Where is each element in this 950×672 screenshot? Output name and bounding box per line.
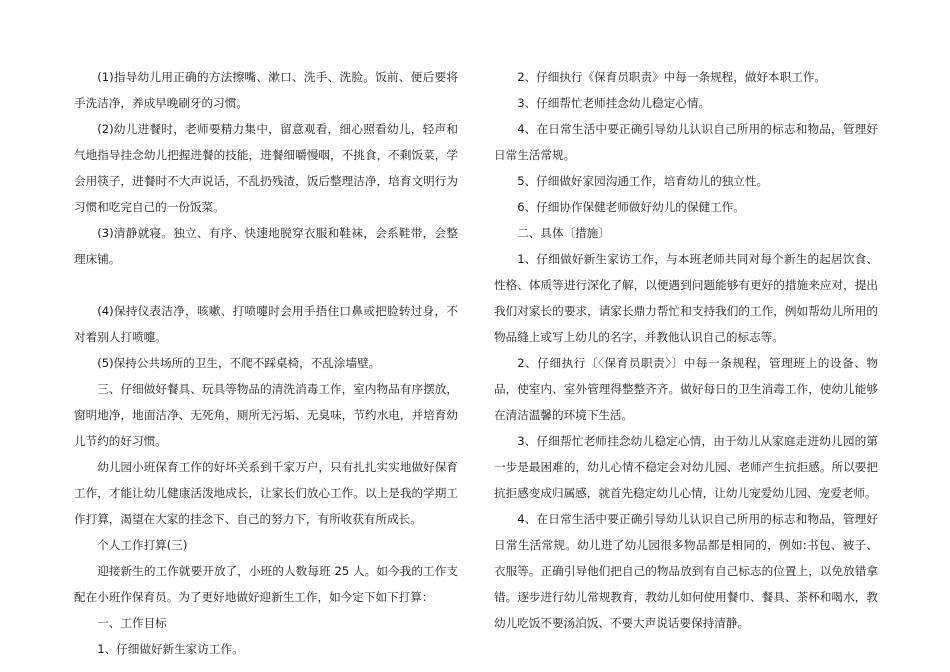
paragraph: 5、仔细做好家园沟通工作，培育幼儿的独立性。 (517, 174, 769, 188)
paragraph: 1、仔细做好新生家访工作，与本班老师共同对每个新生的起居饮食、性格、体质等进行深化了解，以便遇到问题能够有更好的措施来应对，提出我们对家长的要求，请家长鼎力帮忙和支持我们的工作，例如帮幼儿所用的物品缝上或写上幼儿的名字，并教他认识自己的标志等。 (494, 252, 878, 344)
section-heading: 一、工作目标 (97, 616, 167, 630)
paragraph: (2)幼儿进餐时，老师要精力集中，留意观看，细心照看幼儿，轻声和气地指导挂念幼儿把握进餐的技能，进餐细嚼慢咽，不挑食，不剩饭菜，学会用筷子，进餐时不大声说话，不乱扔残渣，饭后整理洁净，培育文明行为习惯和吃完自己的一份饭菜。 (74, 122, 458, 214)
paragraph: 三、仔细做好餐具、玩具等物品的清洗消毒工作，室内物品有序摆放，窗明地净，地面洁净、无死角，厕所无污垢、无臭味，节约水电，并培育幼儿节约的好习惯。 (74, 382, 458, 448)
paragraph: 4、在日常生活中要正确引导幼儿认识自己所用的标志和物品，管理好日常生活常规。幼儿进了幼儿园很多物品都是相同的，例如:书包、被子、衣服等。正确引导他们把自己的物品放到有自己标志的位置上，以免放错拿错。逐步进行幼儿常规教育，教幼儿如何使用餐巾、餐具、茶杯和喝水，教幼儿吃饭不要汤泊饭、不要大声说话要保持清静。 (494, 512, 878, 630)
paragraph: 2、仔细执行〔〈保育员职责〉〕中每一条规程，管理班上的设备、物品，使室内、室外管理得整整齐齐。做好每日的卫生消毒工作，使幼儿能够在清洁温馨的环境下生活。 (494, 356, 878, 422)
right-column (494, 64, 878, 636)
paragraph: 1、仔细做好新生家访工作。 (97, 642, 244, 656)
paragraph: 3、仔细帮忙老师挂念幼儿稳定心情。 (517, 96, 711, 110)
paragraph: 幼儿园小班保育工作的好坏关系到千家万户，只有扎扎实实地做好保育工作，才能让幼儿健康活泼地成长，让家长们放心工作。以上是我的学期工作打算，渴望在大家的挂念下、自己的努力下，有所收获有所成长。 (74, 460, 458, 526)
paragraph: 迎接新生的工作就要开放了，小班的人数每班 25 人。如今我的工作支配在小班作保育员。为了更好地做好迎新生工作，如今定下如下打算： (74, 564, 458, 604)
section-heading: 二、具体〔措施〕 (517, 226, 610, 240)
paragraph: 4、在日常生活中要正确引导幼儿认识自己所用的标志和物品，管理好日常生活常规。 (494, 122, 878, 162)
paragraph: (1)指导幼儿用正确的方法擦嘴、漱口、洗手、洗脸。饭前、便后要将手洗洁净，养成早晚刷牙的习惯。 (74, 70, 458, 110)
section-heading: 个人工作打算(三) (97, 538, 188, 552)
paragraph: 6、仔细协作保健老师做好幼儿的保健工作。 (517, 200, 745, 214)
paragraph: (4)保持仪表洁净，咳嗽、打喷嚏时会用手捂住口鼻或把脸转过身，不对着别人打喷嚏。 (74, 304, 458, 344)
paragraph: (5)保持公共场所的卫生，不爬不踩桌椅，不乱涂墙壁。 (97, 356, 381, 370)
paragraph: 3、仔细帮忙老师挂念幼儿稳定心情，由于幼儿从家庭走进幼儿园的第一步是最困难的，幼儿心情不稳定会对幼儿园、老师产生抗拒感。所以要把抗拒感变成归属感，就首先稳定幼儿心情，让幼儿宠爱幼儿园、宠爱老师。 (494, 434, 878, 500)
paragraph: (3)清静就寝。独立、有序、快速地脱穿衣服和鞋袜，会系鞋带，会整理床铺。 (74, 226, 458, 266)
paragraph: 2、仔细执行《保育员职责》中每一条规程，做好本职工作。 (517, 70, 827, 84)
left-column (74, 64, 458, 662)
